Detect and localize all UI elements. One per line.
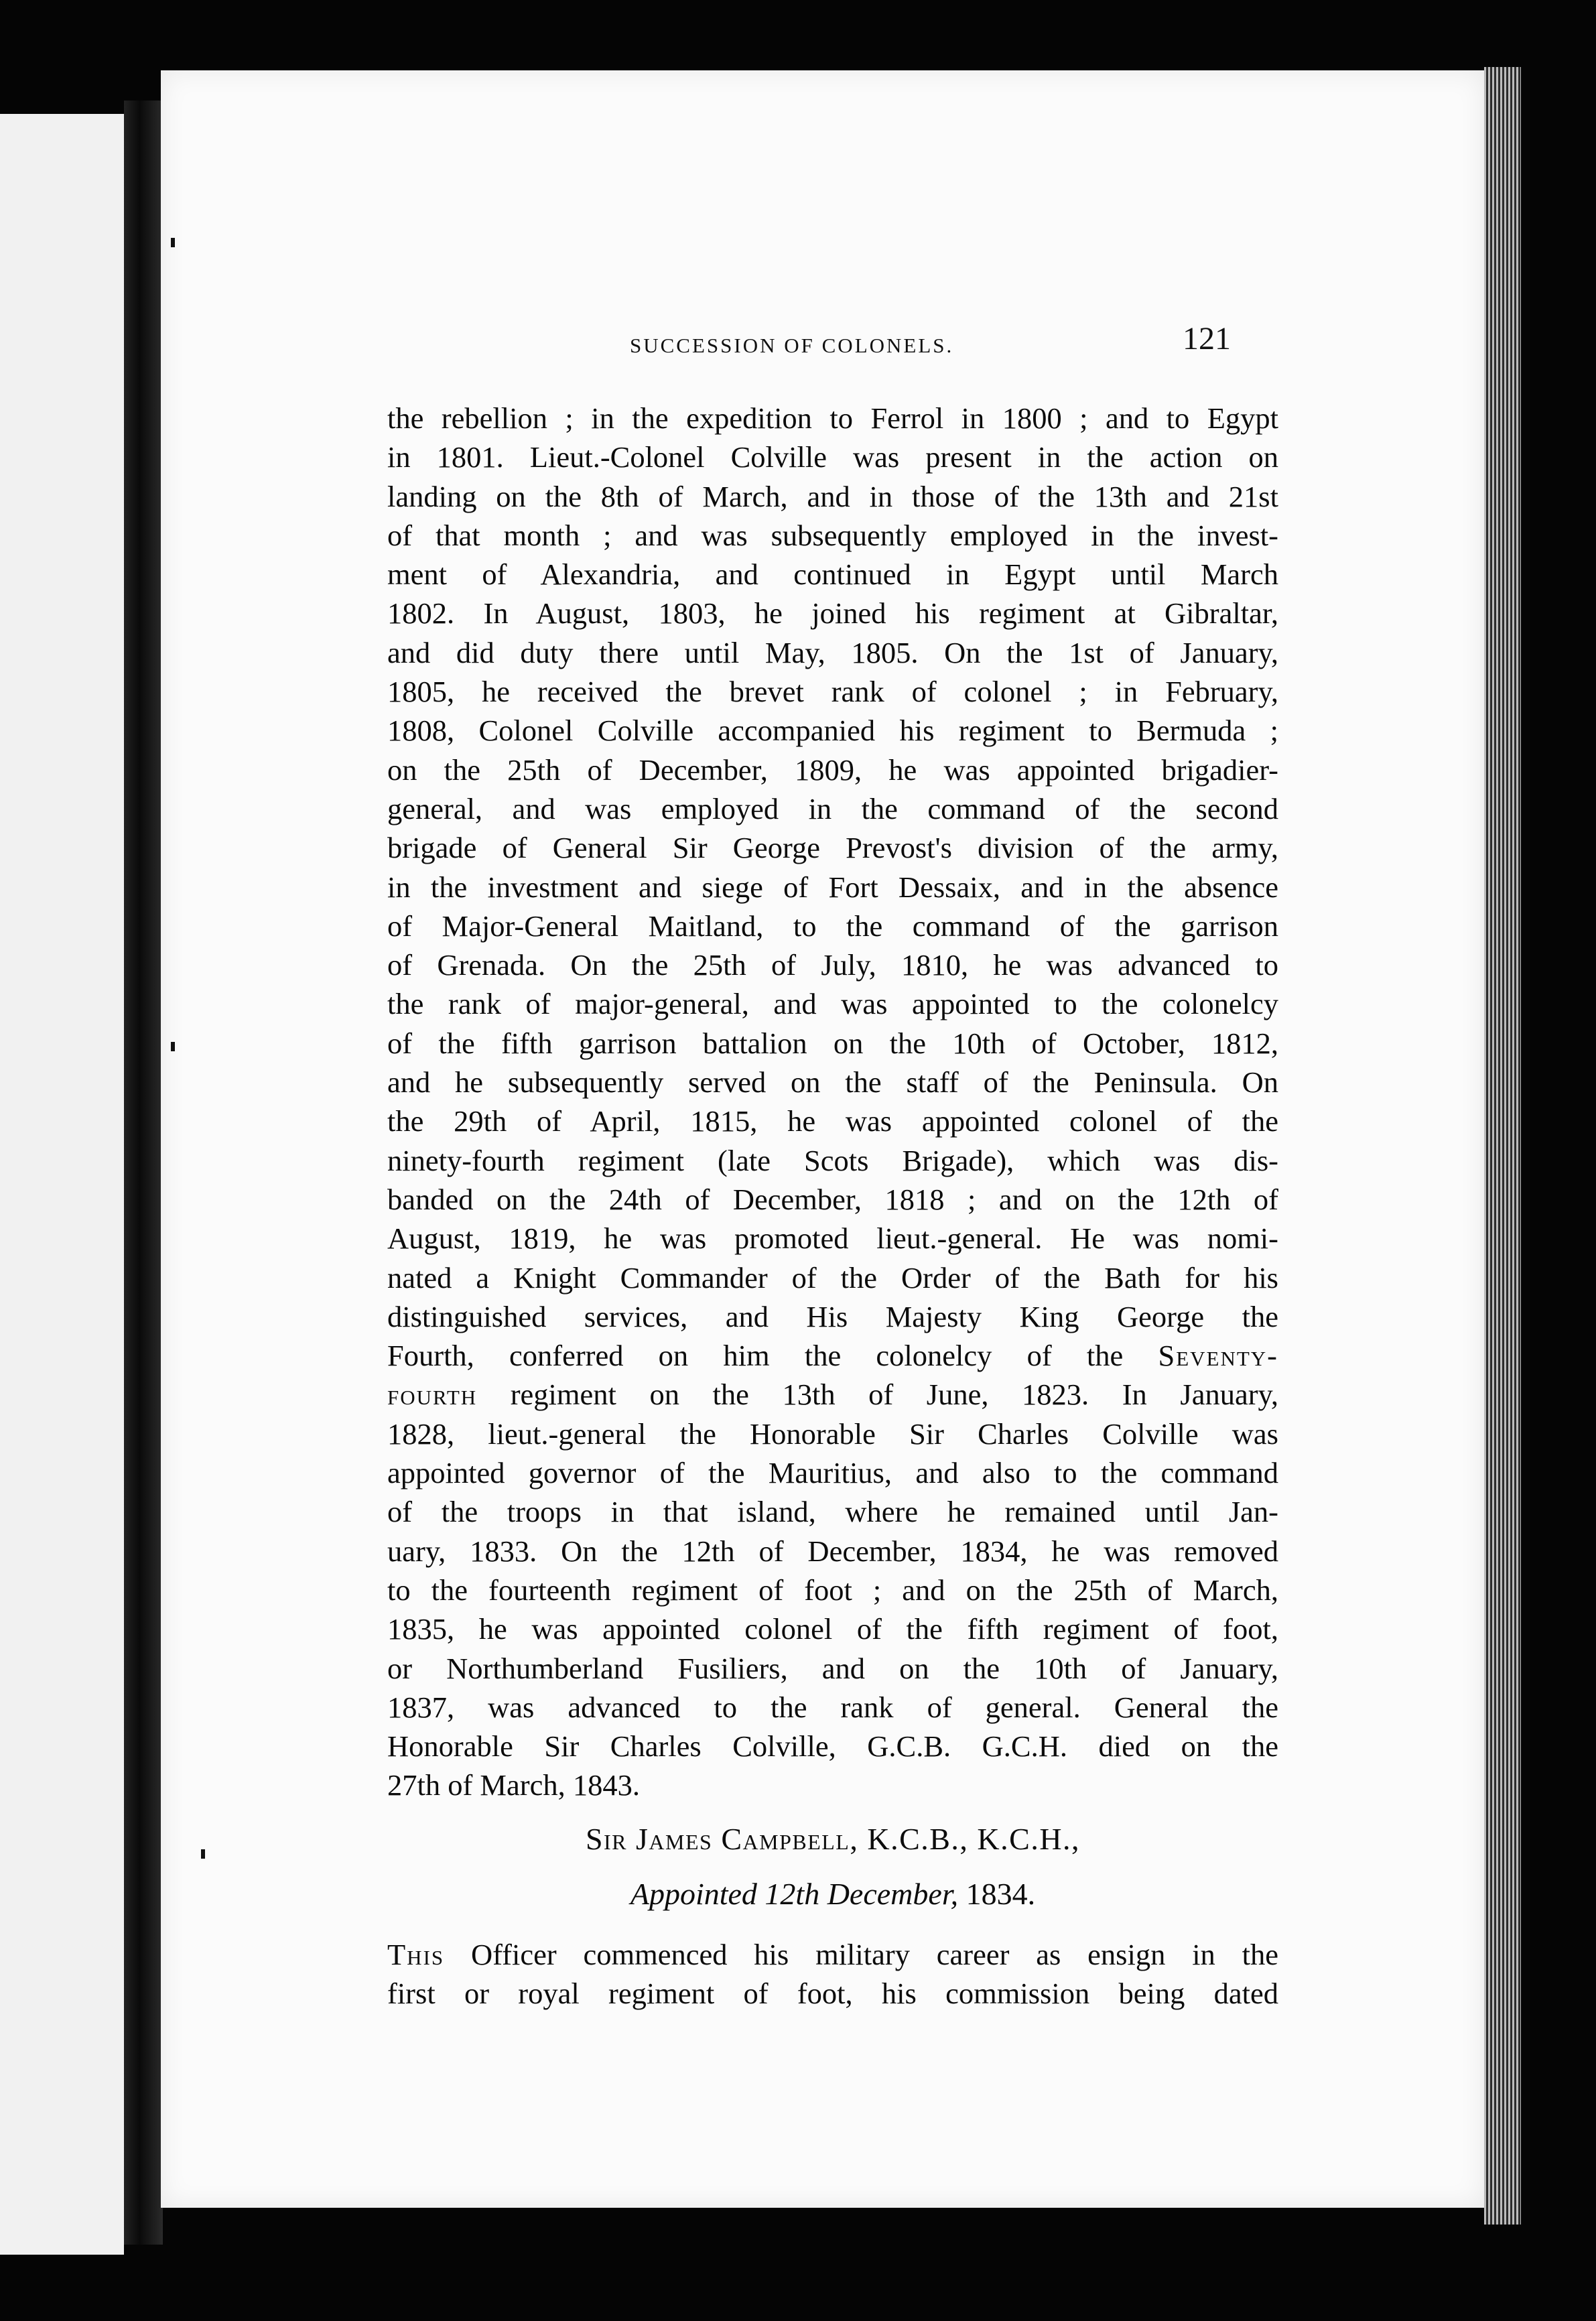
page-number: 121 — [1183, 321, 1231, 356]
body-text — [387, 399, 1278, 1805]
text-line: banded on the 24th of December, 1818 ; and on the 12th of — [387, 1182, 1278, 1216]
entry-date-year: 1834. — [966, 1877, 1036, 1911]
text-line: 27th of March, 1843. — [387, 1768, 640, 1802]
text-line: of Major-General Maitland, to the command of the garrison — [387, 909, 1278, 943]
text-line: 1808, Colonel Colville accompanied his regiment to Bermuda ; — [387, 714, 1278, 748]
running-head: SUCCESSION OF COLONELS. — [630, 334, 954, 357]
text-line: the rebellion ; in the expedition to Ferrol in 1800 ; and to Egypt — [387, 401, 1278, 435]
text-line: to the fourteenth regiment of foot ; and on the 25th of March, — [387, 1573, 1278, 1607]
text-line: of Grenada. On the 25th of July, 1810, he was advanced to — [387, 948, 1278, 982]
margin-mark — [201, 1849, 205, 1859]
text-line: in the investment and siege of Fort Dessaix, and in the absence — [387, 870, 1278, 904]
entry-text — [387, 1935, 1278, 2013]
text-line-with-regiment — [387, 1336, 1278, 1375]
text-fragment: Fourth, conferred on him the colonelcy of the — [387, 1339, 1124, 1373]
text-line: the 29th of April, 1815, he was appointed colonel of the — [387, 1104, 1278, 1138]
regiment-name: fourth — [387, 1378, 478, 1412]
text-line: ment of Alexandria, and continued in Egypt until March — [387, 557, 1278, 592]
text-line: of that month ; and was subsequently employed in the invest- — [387, 518, 1278, 552]
text-line: landing on the 8th of March, and in those of the 13th and 21st — [387, 479, 1278, 513]
text-line: of the troops in that island, where he remained until Jan- — [387, 1495, 1278, 1529]
text-line: nated a Knight Commander of the Order of the Bath for his — [387, 1260, 1278, 1295]
text-line: the rank of major-general, and was appointed to the colonelcy — [387, 987, 1278, 1021]
text-line: 1837, was advanced to the rank of general. General the — [387, 1690, 1278, 1724]
text-line: and he subsequently served on the staff of the Peninsula. On — [387, 1065, 1278, 1100]
text-line — [387, 1935, 1278, 1974]
text-line: general, and was employed in the command of the second — [387, 791, 1278, 825]
text-line: in 1801. Lieut.-Colonel Colville was present in the action on — [387, 440, 1278, 474]
margin-mark — [171, 1042, 175, 1051]
entry-date — [387, 1876, 1278, 1912]
text-line: first or royal regiment of foot, his commission being dated — [387, 1977, 1278, 2011]
text-line: appointed governor of the Mauritius, and also to the command — [387, 1456, 1278, 1490]
text-line: uary, 1833. On the 12th of December, 1834, he was removed — [387, 1534, 1278, 1568]
text-line: brigade of General Sir George Prevost's division of the army, — [387, 831, 1278, 865]
text-line: of the fifth garrison battalion on the 10th of October, 1812, — [387, 1026, 1278, 1060]
text-line-with-regiment — [387, 1375, 1278, 1414]
text-line: 1828, lieut.-general the Honorable Sir Charles Colville was — [387, 1416, 1278, 1451]
facing-page-edge — [0, 114, 124, 2255]
entry-heading: Sir James Campbell, K.C.B., K.C.H., — [585, 1822, 1081, 1856]
regiment-name: Seventy- — [1158, 1339, 1279, 1373]
text-line: distinguished services, and His Majesty King George the — [387, 1299, 1278, 1333]
text-line: 1805, he received the brevet rank of colonel ; in February, — [387, 675, 1278, 709]
text-line: 1802. In August, 1803, he joined his regiment at Gibraltar, — [387, 596, 1278, 631]
text-line: on the 25th of December, 1809, he was appointed brigadier- — [387, 752, 1278, 787]
text-line: or Northumberland Fusiliers, and on the 10th of January, — [387, 1651, 1278, 1685]
text-line: and did duty there until May, 1805. On the 1st of January, — [387, 635, 1278, 669]
entry-date-italic: Appointed 12th December, — [630, 1877, 959, 1911]
text-line: 1835, he was appointed colonel of the fifth regiment of foot, — [387, 1612, 1278, 1646]
text-line: ninety-fourth regiment (late Scots Brigade), which was dis- — [387, 1143, 1278, 1177]
text-fragment: regiment on the 13th of June, 1823. In January, — [510, 1378, 1278, 1412]
text-line: Honorable Sir Charles Colville, G.C.B. G.C.H. died on the — [387, 1729, 1278, 1764]
page-stack-edge — [1484, 67, 1521, 2225]
entry-lead-word: This — [387, 1938, 445, 1971]
text-fragment: Officer commenced his military career as ensign in the — [470, 1938, 1279, 1971]
margin-mark — [171, 238, 175, 247]
book-gutter — [124, 101, 163, 2245]
text-line: August, 1819, he was promoted lieut.-general. He was nomi- — [387, 1221, 1278, 1256]
